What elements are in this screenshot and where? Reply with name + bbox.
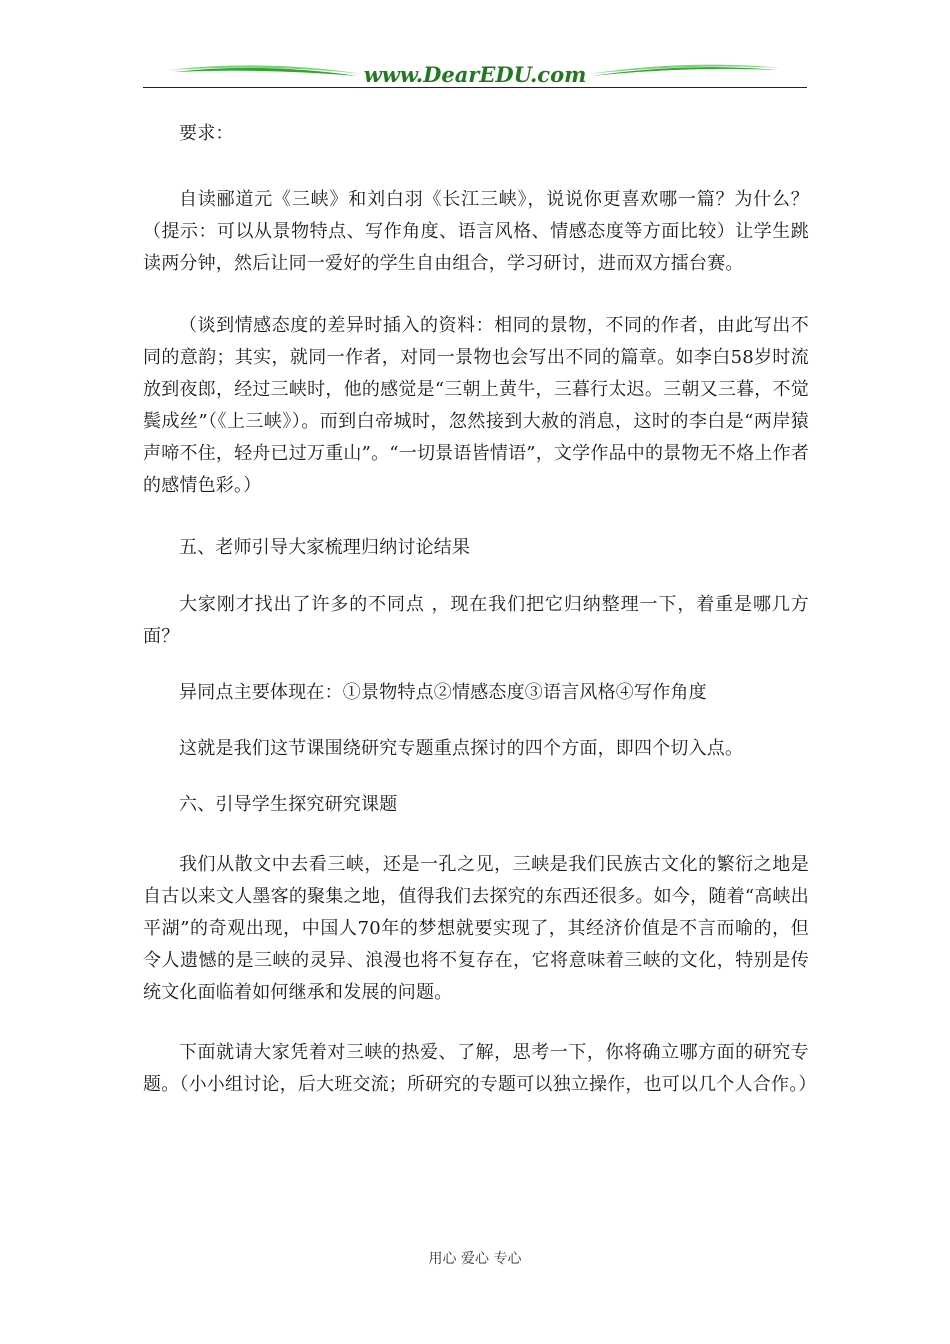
paragraph-reading-task: 自读郦道元《三峡》和刘白羽《长江三峡》，说说你更喜欢哪一篇？为什么？（提示：可以从景物特点、写作角度、语言风格、情感态度等方面比较）让学生跳读两分钟，然后让同一爱好的学生自由组合，学习研讨，进而双方擂台赛。 bbox=[143, 189, 809, 274]
logo-text[interactable]: www.DearEDU.com bbox=[363, 62, 587, 87]
page-footer: 用心 爱心 专心 bbox=[428, 1251, 522, 1267]
paragraph-four-aspects: 这就是我们这节课围绕研究专题重点探讨的四个方面，即四个切入点。 bbox=[179, 738, 744, 759]
paragraph-key-points: 异同点主要体现在：①景物特点②情感态度③语言风格④写作角度 bbox=[179, 682, 707, 703]
left-swoosh bbox=[173, 68, 358, 76]
document-body bbox=[143, 118, 817, 1101]
section-heading-five: 五、老师引导大家梳理归纳讨论结果 bbox=[179, 537, 471, 558]
header-divider bbox=[143, 87, 807, 88]
right-swoosh bbox=[591, 67, 777, 76]
paragraph-three-gorges-culture: 我们从散文中去看三峡，还是一孔之见，三峡是我们民族古文化的繁衍之地是自古以来文人墨客的聚集之地，值得我们去探究的东西还很多。如今，随着“高峡出平湖”的奇观出现，中国人70年的梦想就要实现了，其经济价值是不言而喻的，但令人遗憾的是三峡的灵异、浪漫也将不复存在，它将意味着三峡的文化，特别是传统文化面临着如何继承和发展的问题。 bbox=[143, 854, 809, 1003]
requirement-label: 要求： bbox=[179, 123, 234, 144]
section-heading-six: 六、引导学生探究研究课题 bbox=[179, 794, 398, 815]
paragraph-supplementary-material: （谈到情感态度的差异时插入的资料：相同的景物，不同的作者，由此写出不同的意韵；其实，就同一作者，对同一景物也会写出不同的篇章。如李白58岁时流放到夜郎，经过三峡时，他的感觉是“三朝上黄牛，三暮行太迟。三朝又三暮，不觉鬓成丝”（《上三峡》）。而到白帝城时，忽然接到大赦的消息，这时的李白是“两岸猿声啼不住，轻舟已过万重山”。“一切景语皆情语”，文学作品中的景物无不烙上作者的感情色彩。） bbox=[143, 315, 809, 496]
paragraph-research-topic: 下面就请大家凭着对三峡的热爱、了解，思考一下，你将确立哪方面的研究专题。（小小组讨论，后大班交流；所研究的专题可以独立操作，也可以几个人合作。） bbox=[143, 1042, 817, 1095]
paragraph-differences: 大家刚才找出了许多的不同点 ，现在我们把它归纳整理一下，着重是哪几方面？ bbox=[143, 594, 809, 647]
